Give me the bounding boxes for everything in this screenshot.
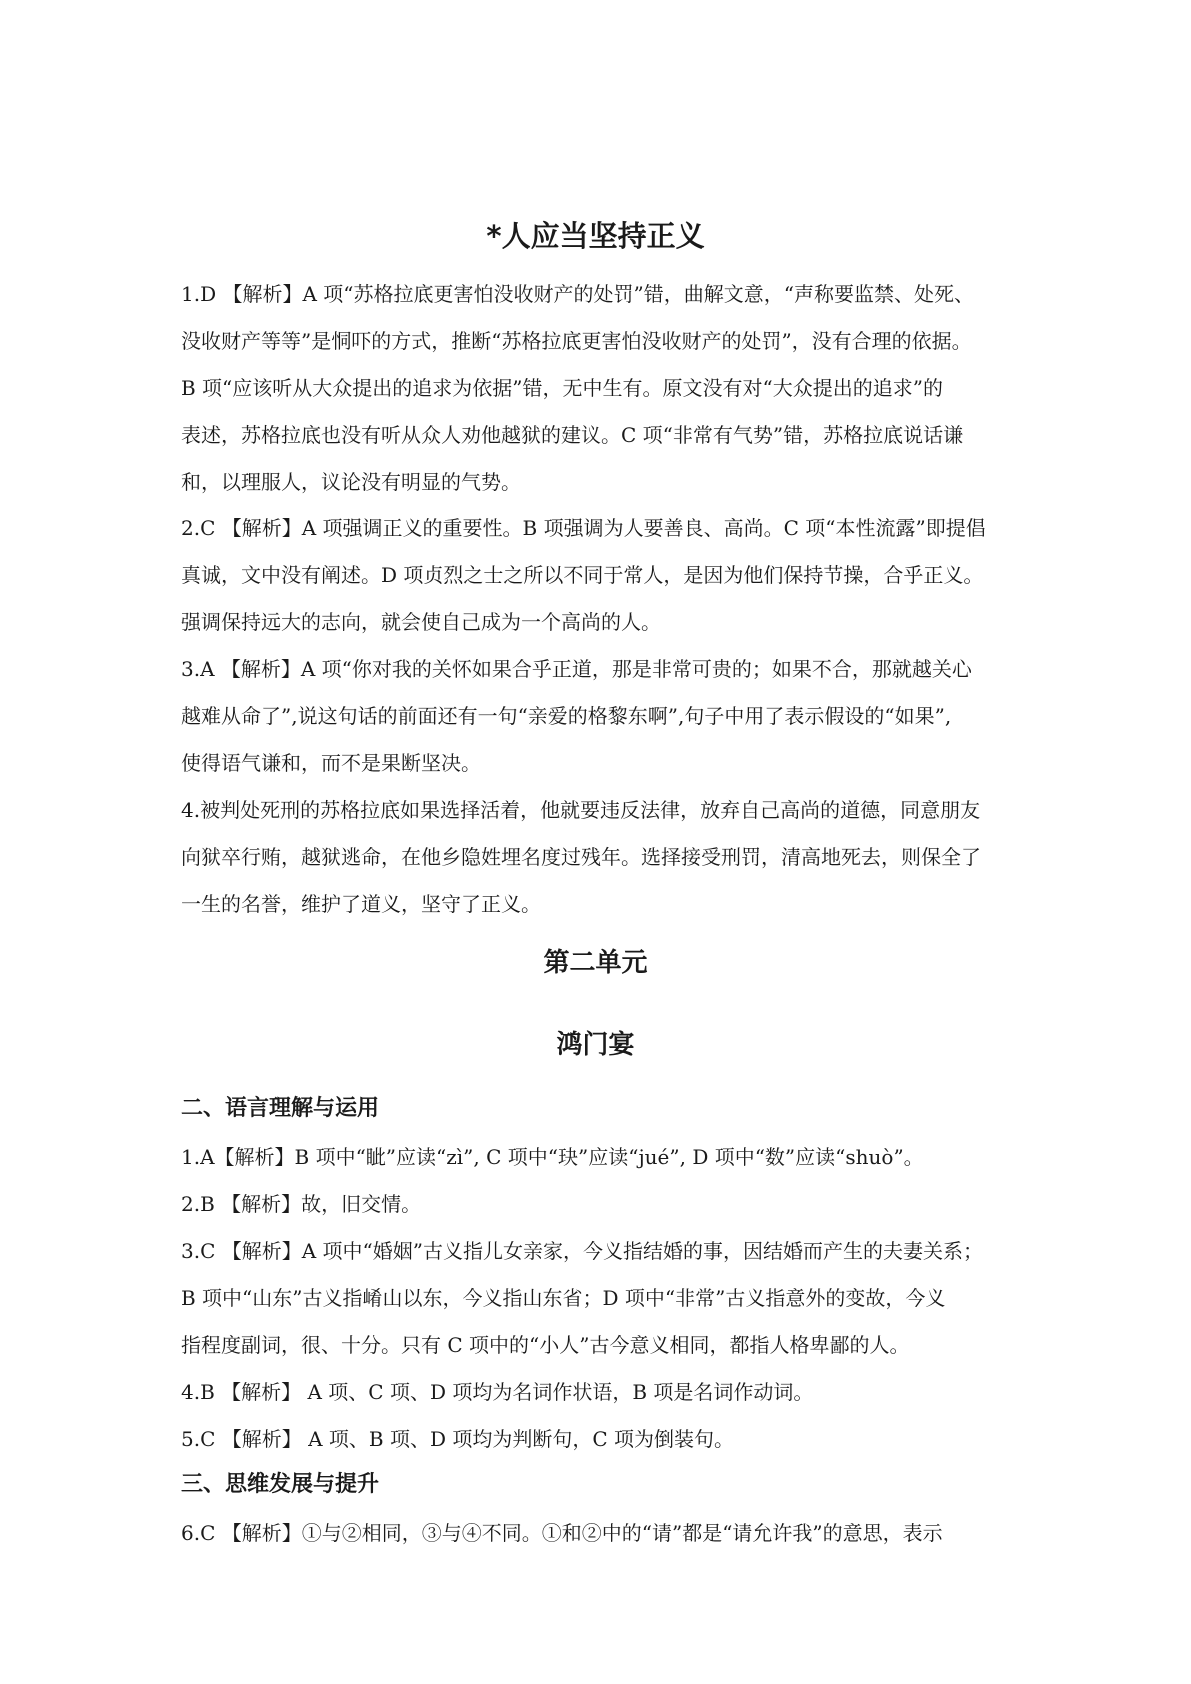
answer-line: 和，以理服人，议论没有明显的气势。 xyxy=(181,470,521,494)
section-heading-language: 二、语言理解与运用 xyxy=(181,1096,380,1121)
answer-item-3 xyxy=(181,1228,1019,1369)
answer-line: 强调保持远大的志向，就会使自己成为一个高尚的人。 xyxy=(181,610,661,634)
lesson-title: 鸿门宴 xyxy=(556,1030,635,1060)
answer-item-5 xyxy=(181,1416,1019,1463)
answer-item-3 xyxy=(181,646,1019,787)
answer-line: 2.C 【解析】A 项强调正义的重要性。B 项强调为人要善良、高尚。C 项“本性流露”即提倡 xyxy=(181,516,986,540)
answer-line: 5.C 【解析】 A 项、B 项、D 项均为判断句，C 项为倒装句。 xyxy=(181,1427,735,1451)
answer-line: 指程度副词，很、十分。只有 C 项中的“小人”古今意义相同，都指人格卑鄙的人。 xyxy=(181,1333,910,1357)
answer-item-1 xyxy=(181,1134,1019,1181)
answer-line: 没收财产等等”是恫吓的方式，推断“苏格拉底更害怕没收财产的处罚”，没有合理的依据。 xyxy=(181,329,972,353)
answer-line: 使得语气谦和，而不是果断坚决。 xyxy=(181,751,481,775)
answer-line: 越难从命了”,说这句话的前面还有一句“亲爱的格黎东啊”,句子中用了表示假设的“如果”, xyxy=(181,704,952,728)
section-heading-thinking: 三、思维发展与提升 xyxy=(181,1472,380,1497)
answer-line: 3.A 【解析】A 项“你对我的关怀如果合乎正道，那是非常可贵的；如果不合，那就越关心 xyxy=(181,657,972,681)
answer-line: B 项“应该听从大众提出的追求为依据”错，无中生有。原文没有对“大众提出的追求”的 xyxy=(181,376,943,400)
answer-item-6 xyxy=(181,1510,1019,1557)
answer-line: 6.C 【解析】①与②相同，③与④不同。①和②中的“请”都是“请允许我”的意思，表示 xyxy=(181,1521,943,1545)
answer-line: 一生的名誉，维护了道义，坚守了正义。 xyxy=(181,892,541,916)
answer-line: 真诚，文中没有阐述。D 项贞烈之士之所以不同于常人，是因为他们保持节操，合乎正义。 xyxy=(181,563,984,587)
page-title: *人应当坚持正义 xyxy=(486,219,705,253)
answer-line: 1.D 【解析】A 项“苏格拉底更害怕没收财产的处罚”错，曲解文意，“声称要监禁、处死、 xyxy=(181,282,974,306)
answer-item-2 xyxy=(181,505,1019,646)
answer-line: 2.B 【解析】故，旧交情。 xyxy=(181,1192,422,1216)
answer-item-2 xyxy=(181,1181,1019,1228)
answer-line: 4.被判处死刑的苏格拉底如果选择活着，他就要违反法律，放弃自己高尚的道德，同意朋友 xyxy=(181,798,981,822)
answer-item-4 xyxy=(181,787,1019,928)
answer-line: 3.C 【解析】A 项中“婚姻”古义指儿女亲家，今义指结婚的事，因结婚而产生的夫妻关系； xyxy=(181,1239,983,1263)
answer-line: 1.A【解析】B 项中“眦”应读“zì”, C 项中“玦”应读“jué”, D 项中“数”应读“shuò”。 xyxy=(181,1145,924,1169)
answer-line: B 项中“山东”古义指崤山以东，今义指山东省；D 项中“非常”古义指意外的变故，今义 xyxy=(181,1286,946,1310)
answer-item-1 xyxy=(181,271,1019,506)
unit-title: 第二单元 xyxy=(543,948,648,978)
answer-line: 向狱卒行贿，越狱逃命，在他乡隐姓埋名度过残年。选择接受刑罚，清高地死去，则保全了 xyxy=(181,845,981,869)
answer-line: 表述，苏格拉底也没有听从众人劝他越狱的建议。C 项“非常有气势”错，苏格拉底说话谦 xyxy=(181,423,964,447)
answer-line: 4.B 【解析】 A 项、C 项、D 项均为名词作状语，B 项是名词作动词。 xyxy=(181,1380,814,1404)
answer-item-4 xyxy=(181,1369,1019,1416)
